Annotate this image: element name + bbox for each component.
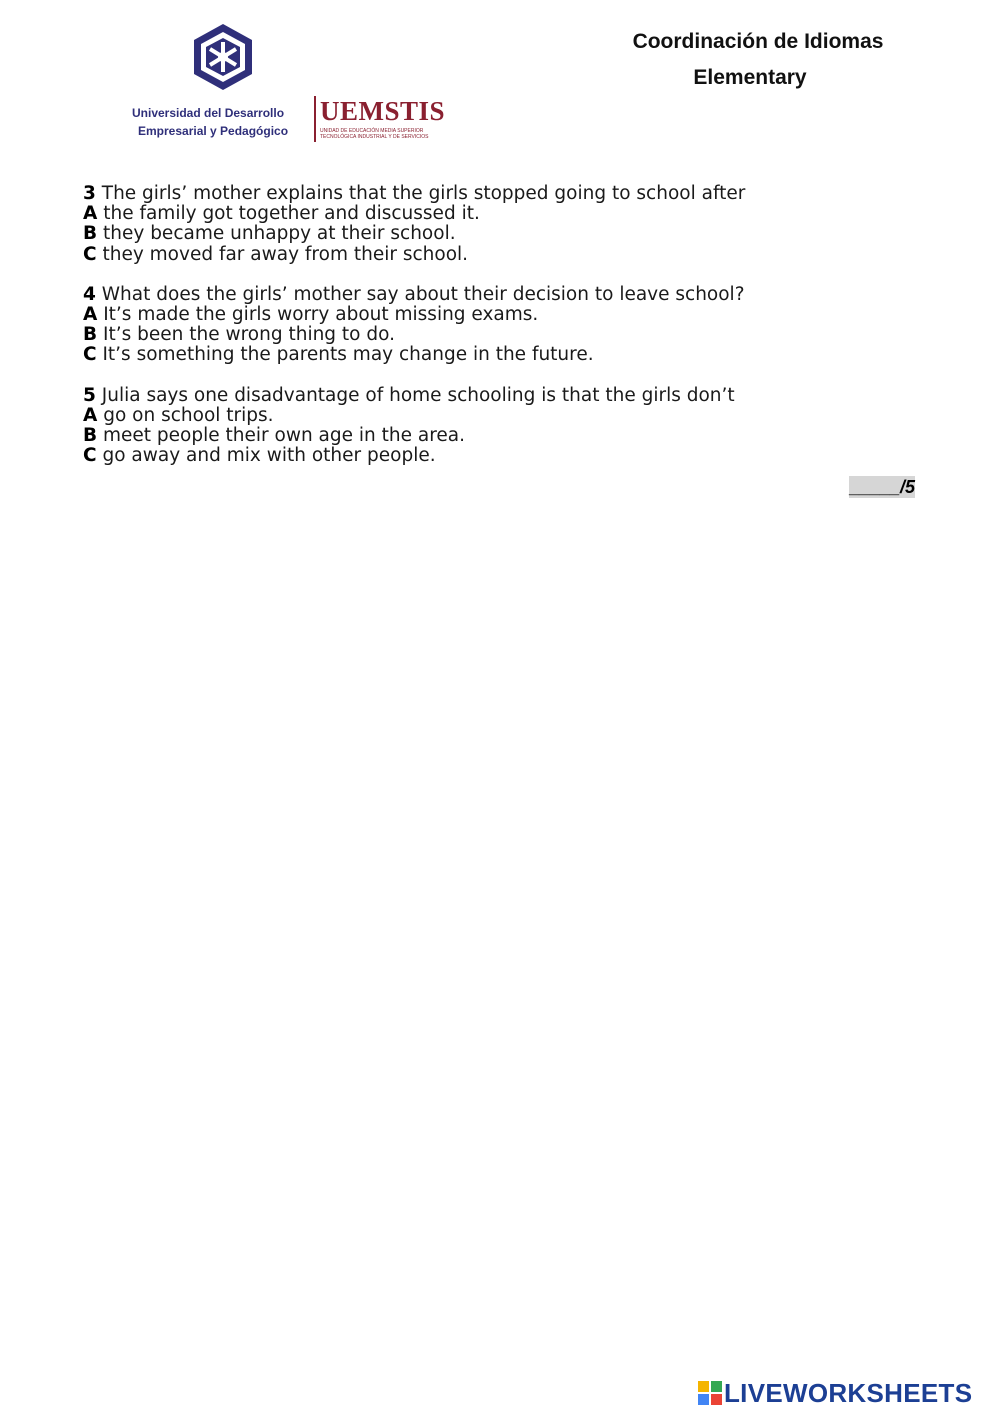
answer-option-b[interactable] xyxy=(83,224,943,244)
answer-option-c[interactable] xyxy=(83,345,943,365)
liveworksheets-brand: LIVEWORKSHEETS xyxy=(724,1378,973,1408)
question-stem xyxy=(83,184,943,204)
institution-subtitle: UNIDAD DE EDUCACIÓN MEDIA SUPERIOR TECNOLÓGICA INDUSTRIAL Y DE SERVICIOS xyxy=(320,128,429,140)
question-stem xyxy=(83,386,943,406)
university-name-line2: Empresarial y Pedagógico xyxy=(138,124,289,138)
option-text: It’s made the girls worry about missing exams. xyxy=(103,304,539,326)
option-text: the family got together and discussed it. xyxy=(103,203,480,225)
question-number: 5 xyxy=(83,384,96,406)
question-3 xyxy=(83,184,943,265)
option-text: they became unhappy at their school. xyxy=(103,223,456,245)
answer-option-c[interactable] xyxy=(83,446,943,466)
answer-option-c[interactable] xyxy=(83,245,943,265)
option-text: go on school trips. xyxy=(103,404,274,426)
answer-option-a[interactable] xyxy=(83,406,943,426)
option-letter: A xyxy=(83,203,98,225)
coordination-title: Coordinación de Idiomas xyxy=(632,30,884,53)
option-letter: B xyxy=(83,324,98,346)
answer-option-b[interactable] xyxy=(83,426,943,446)
university-emblem-icon xyxy=(190,22,256,92)
answer-option-a[interactable] xyxy=(83,204,943,224)
option-letter: A xyxy=(83,404,98,426)
option-text: It’s something the parents may change in the future. xyxy=(102,344,594,366)
question-4 xyxy=(83,285,943,366)
header-titles xyxy=(560,28,940,91)
university-name xyxy=(132,104,312,140)
university-name-line1: Universidad del Desarrollo xyxy=(132,106,285,120)
option-text: It’s been the wrong thing to do. xyxy=(103,324,395,346)
question-text: What does the girls’ mother say about their decision to leave school? xyxy=(101,283,745,305)
level-title: Elementary xyxy=(693,66,807,89)
liveworksheets-icon xyxy=(698,1381,722,1405)
option-letter: C xyxy=(83,243,97,265)
option-text: go away and mix with other people. xyxy=(102,445,436,467)
university-logo xyxy=(130,22,446,147)
liveworksheets-logo xyxy=(698,1378,994,1408)
score-field: _____/5 xyxy=(849,477,915,497)
option-letter: A xyxy=(83,304,98,326)
option-letter: C xyxy=(83,344,97,366)
option-letter: C xyxy=(83,445,97,467)
question-number: 3 xyxy=(83,183,96,204)
question-number: 4 xyxy=(83,283,96,305)
answer-option-b[interactable] xyxy=(83,325,943,345)
option-letter: B xyxy=(83,223,98,245)
question-text: Julia says one disadvantage of home schooling is that the girls don’t xyxy=(101,384,735,406)
logo-divider xyxy=(314,96,316,142)
option-text: meet people their own age in the area. xyxy=(103,425,466,447)
question-5 xyxy=(83,386,943,467)
option-letter: B xyxy=(83,425,98,447)
question-list xyxy=(83,184,943,486)
institution-name: UEMSTIS xyxy=(320,96,446,126)
option-text: they moved far away from their school. xyxy=(102,243,469,265)
question-text: The girls’ mother explains that the girls stopped going to school after xyxy=(101,183,746,204)
answer-option-a[interactable] xyxy=(83,305,943,325)
question-stem xyxy=(83,285,943,305)
